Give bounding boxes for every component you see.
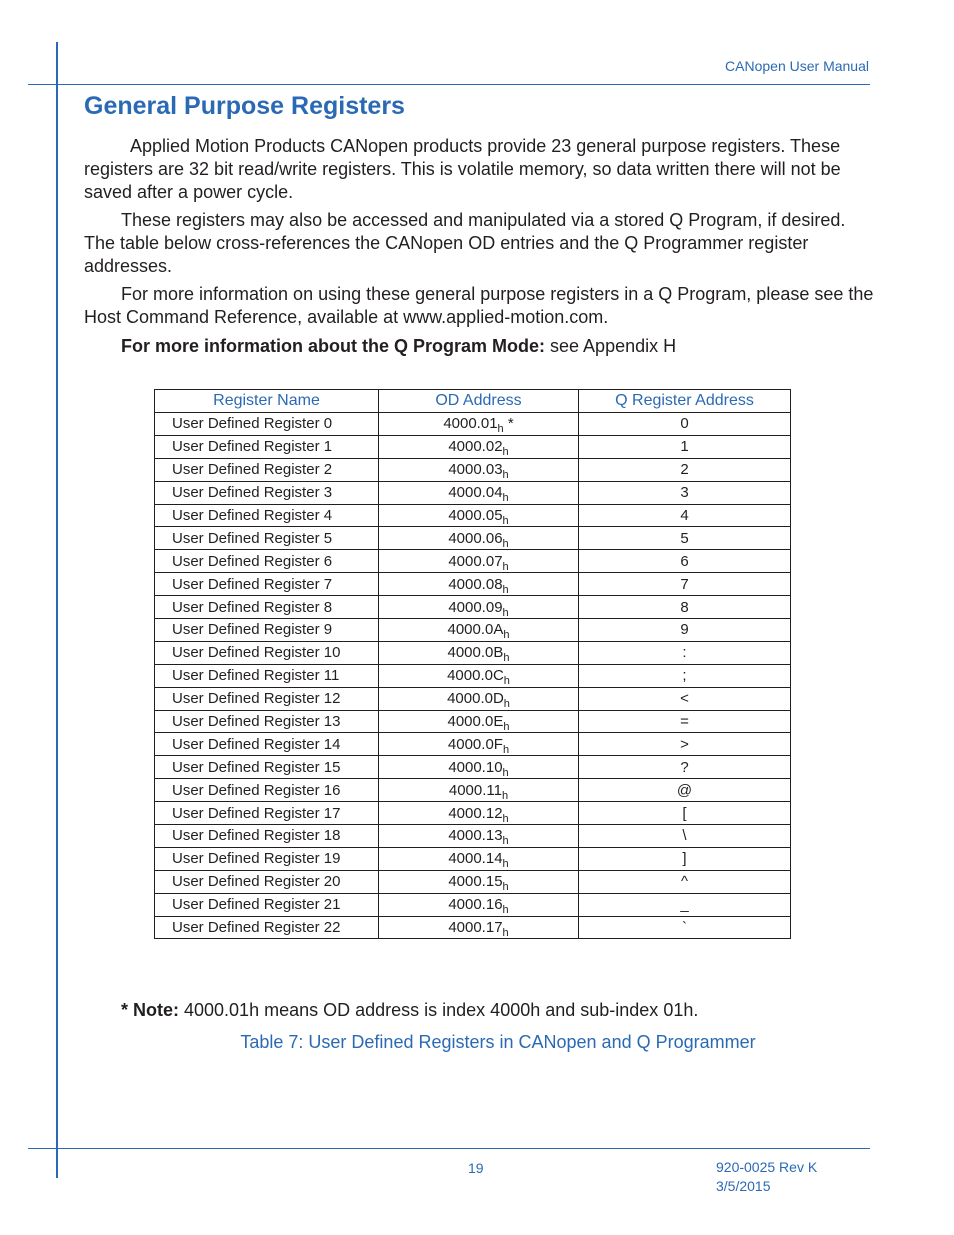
od-address-value: 4000.0D xyxy=(447,690,504,708)
od-address-value: 4000.15 xyxy=(448,873,503,891)
table-row xyxy=(155,664,791,687)
od-address-cell xyxy=(379,550,579,573)
table-row xyxy=(155,481,791,504)
table-row xyxy=(155,710,791,733)
q-register-cell: 5 xyxy=(579,527,791,550)
od-address-cell xyxy=(379,916,579,939)
od-address-suffix: h xyxy=(497,423,504,436)
od-address-value: 4000.06 xyxy=(448,529,503,547)
od-address-suffix: h xyxy=(502,743,510,756)
od-address-suffix: h xyxy=(502,560,509,573)
page-number: 19 xyxy=(468,1160,484,1176)
table-row xyxy=(155,458,791,481)
register-name-cell: User Defined Register 15 xyxy=(155,756,379,779)
register-name-cell: User Defined Register 19 xyxy=(155,847,379,870)
od-address-value: 4000.09 xyxy=(448,598,503,616)
od-address-value: 4000.17 xyxy=(448,919,503,937)
q-register-cell: : xyxy=(579,641,791,664)
table-row xyxy=(155,779,791,802)
q-register-cell: > xyxy=(579,733,791,756)
register-name-cell: User Defined Register 8 xyxy=(155,596,379,619)
q-register-cell: 7 xyxy=(579,573,791,596)
note-text: 4000.01h means OD address is index 4000h and sub-index 01h. xyxy=(179,1000,699,1020)
od-address-cell xyxy=(379,733,579,756)
od-address-suffix: h xyxy=(503,629,510,642)
od-address-suffix: h xyxy=(502,492,509,505)
register-name-cell: User Defined Register 3 xyxy=(155,481,379,504)
od-address-cell xyxy=(379,687,579,710)
od-address-cell xyxy=(379,619,579,642)
table-row xyxy=(155,550,791,573)
register-name-cell: User Defined Register 17 xyxy=(155,802,379,825)
table-header-row xyxy=(155,390,791,413)
q-register-cell: ? xyxy=(579,756,791,779)
register-table xyxy=(154,389,791,939)
register-name-cell: User Defined Register 2 xyxy=(155,458,379,481)
left-margin-rule xyxy=(56,42,58,1178)
footer-doc-info xyxy=(716,1158,817,1196)
header-register-name: Register Name xyxy=(155,390,379,413)
doc-number: 920-0025 Rev K xyxy=(716,1159,818,1175)
od-address-cell xyxy=(379,458,579,481)
od-address-value: 4000.10 xyxy=(448,758,503,776)
register-name-cell: User Defined Register 6 xyxy=(155,550,379,573)
od-address-cell xyxy=(379,596,579,619)
table-row xyxy=(155,893,791,916)
od-address-value: 4000.0F xyxy=(447,735,503,753)
od-address-value: 4000.01 xyxy=(443,415,498,433)
od-address-suffix: h xyxy=(502,835,509,848)
od-address-footnote-mark: * xyxy=(503,415,514,433)
register-name-cell: User Defined Register 1 xyxy=(155,435,379,458)
od-address-suffix: h xyxy=(502,537,509,550)
od-address-suffix: h xyxy=(503,652,510,665)
register-name-cell: User Defined Register 14 xyxy=(155,733,379,756)
od-address-suffix: h xyxy=(502,812,509,825)
od-address-value: 4000.03 xyxy=(448,461,503,479)
paragraph-more-info-text: For more information on using these general purpose registers in a Q Program, please see the Host Command Reference, available at www.applied-motion.com. xyxy=(84,284,874,327)
footer-rule xyxy=(28,1148,870,1149)
register-name-cell: User Defined Register 22 xyxy=(155,916,379,939)
register-name-cell: User Defined Register 16 xyxy=(155,779,379,802)
header-rule xyxy=(28,84,870,85)
q-register-cell: 0 xyxy=(579,413,791,436)
register-name-cell: User Defined Register 12 xyxy=(155,687,379,710)
paragraph-q-program-text: These registers may also be accessed and manipulated via a stored Q Program, if desired. The table below cross-references the CANopen OD entries and the Q Programmer register addresses. xyxy=(84,210,846,276)
table-row xyxy=(155,847,791,870)
register-name-cell: User Defined Register 20 xyxy=(155,870,379,893)
table-body xyxy=(155,413,791,939)
q-register-cell: [ xyxy=(579,802,791,825)
paragraph-intro-text: Applied Motion Products CANopen products provide 23 general purpose registers. These registers are 32 bit read/write registers. This is volatile memory, so data written there will not be saved after a power cycle. xyxy=(84,136,841,202)
od-address-cell xyxy=(379,802,579,825)
table-caption: Table 7: User Defined Registers in CANopen and Q Programmer xyxy=(240,1032,756,1052)
q-register-cell: < xyxy=(579,687,791,710)
od-address-cell xyxy=(379,573,579,596)
paragraph-q-program xyxy=(84,209,874,278)
table-row xyxy=(155,504,791,527)
table-row xyxy=(155,870,791,893)
od-address-suffix: h xyxy=(502,469,509,482)
od-address-value: 4000.07 xyxy=(448,552,503,570)
table-row xyxy=(155,802,791,825)
table-note xyxy=(121,1000,698,1021)
od-address-suffix: h xyxy=(503,675,510,688)
od-address-suffix: h xyxy=(502,858,509,871)
table-row xyxy=(155,619,791,642)
od-address-value: 4000.08 xyxy=(448,575,503,593)
table-row xyxy=(155,825,791,848)
od-address-cell xyxy=(379,481,579,504)
od-address-suffix: h xyxy=(503,698,510,711)
table-row xyxy=(155,527,791,550)
od-address-cell xyxy=(379,664,579,687)
od-address-cell xyxy=(379,527,579,550)
table-row xyxy=(155,435,791,458)
od-address-value: 4000.02 xyxy=(448,438,503,456)
register-name-cell: User Defined Register 21 xyxy=(155,893,379,916)
q-register-cell: ` xyxy=(579,916,791,939)
table-row xyxy=(155,596,791,619)
note-label: * Note: xyxy=(121,1000,179,1020)
od-address-suffix: h xyxy=(502,606,509,619)
od-address-value: 4000.0B xyxy=(447,644,504,662)
register-name-cell: User Defined Register 4 xyxy=(155,504,379,527)
table-row xyxy=(155,756,791,779)
register-name-cell: User Defined Register 0 xyxy=(155,413,379,436)
od-address-cell xyxy=(379,641,579,664)
od-address-cell xyxy=(379,779,579,802)
q-register-cell: \ xyxy=(579,825,791,848)
od-address-cell xyxy=(379,435,579,458)
register-name-cell: User Defined Register 9 xyxy=(155,619,379,642)
q-register-cell: @ xyxy=(579,779,791,802)
table-row xyxy=(155,733,791,756)
table-row xyxy=(155,916,791,939)
od-address-value: 4000.14 xyxy=(448,850,503,868)
od-address-cell xyxy=(379,413,579,436)
q-register-cell: 3 xyxy=(579,481,791,504)
table-row xyxy=(155,413,791,436)
od-address-value: 4000.05 xyxy=(448,507,503,524)
register-name-cell: User Defined Register 7 xyxy=(155,573,379,596)
od-address-suffix: h xyxy=(502,766,509,779)
q-register-cell: ^ xyxy=(579,870,791,893)
page-title: General Purpose Registers xyxy=(84,92,405,120)
register-name-cell: User Defined Register 18 xyxy=(155,825,379,848)
q-register-cell: 2 xyxy=(579,458,791,481)
od-address-value: 4000.0A xyxy=(447,621,504,639)
od-address-cell xyxy=(379,756,579,779)
od-address-suffix: h xyxy=(503,721,510,734)
register-name-cell: User Defined Register 11 xyxy=(155,664,379,687)
od-address-suffix: h xyxy=(501,789,509,802)
od-address-cell xyxy=(379,870,579,893)
register-name-cell: User Defined Register 13 xyxy=(155,710,379,733)
q-register-cell: 9 xyxy=(579,619,791,642)
od-address-cell xyxy=(379,893,579,916)
od-address-value: 4000.04 xyxy=(448,484,503,502)
od-address-suffix: h xyxy=(502,583,509,596)
doc-date: 3/5/2015 xyxy=(716,1178,771,1194)
q-register-cell: ; xyxy=(579,664,791,687)
od-address-suffix: h xyxy=(502,881,509,894)
od-address-cell xyxy=(379,710,579,733)
header-od-address: OD Address xyxy=(379,390,579,413)
q-register-cell: _ xyxy=(579,893,791,916)
od-address-value: 4000.0C xyxy=(447,667,504,685)
q-register-cell: 4 xyxy=(579,504,791,527)
od-address-value: 4000.13 xyxy=(448,827,503,845)
q-register-cell: ] xyxy=(579,847,791,870)
od-address-value: 4000.0E xyxy=(447,713,504,731)
od-address-suffix: h xyxy=(502,904,509,917)
q-register-cell: = xyxy=(579,710,791,733)
table-row xyxy=(155,573,791,596)
od-address-cell xyxy=(379,825,579,848)
register-name-cell: User Defined Register 10 xyxy=(155,641,379,664)
od-address-value: 4000.12 xyxy=(448,804,503,822)
paragraph-more-info xyxy=(84,283,874,329)
header-q-register-address: Q Register Address xyxy=(579,390,791,413)
od-address-value: 4000.11 xyxy=(448,781,502,799)
od-address-value: 4000.16 xyxy=(448,896,503,914)
register-name-cell: User Defined Register 5 xyxy=(155,527,379,550)
od-address-suffix: h xyxy=(502,446,509,459)
q-register-cell: 8 xyxy=(579,596,791,619)
paragraph-intro xyxy=(84,135,874,204)
manual-title: CANopen User Manual xyxy=(725,58,869,74)
q-register-cell: 1 xyxy=(579,435,791,458)
q-mode-bold: For more information about the Q Program Mode: xyxy=(121,336,546,356)
table-row xyxy=(155,641,791,664)
od-address-suffix: h xyxy=(502,927,509,940)
paragraph-q-mode xyxy=(84,335,874,358)
q-mode-rest: see Appendix H xyxy=(545,336,677,356)
od-address-suffix: h xyxy=(502,515,509,527)
od-address-cell xyxy=(379,847,579,870)
table-row xyxy=(155,687,791,710)
od-address-cell xyxy=(379,504,579,527)
q-register-cell: 6 xyxy=(579,550,791,573)
